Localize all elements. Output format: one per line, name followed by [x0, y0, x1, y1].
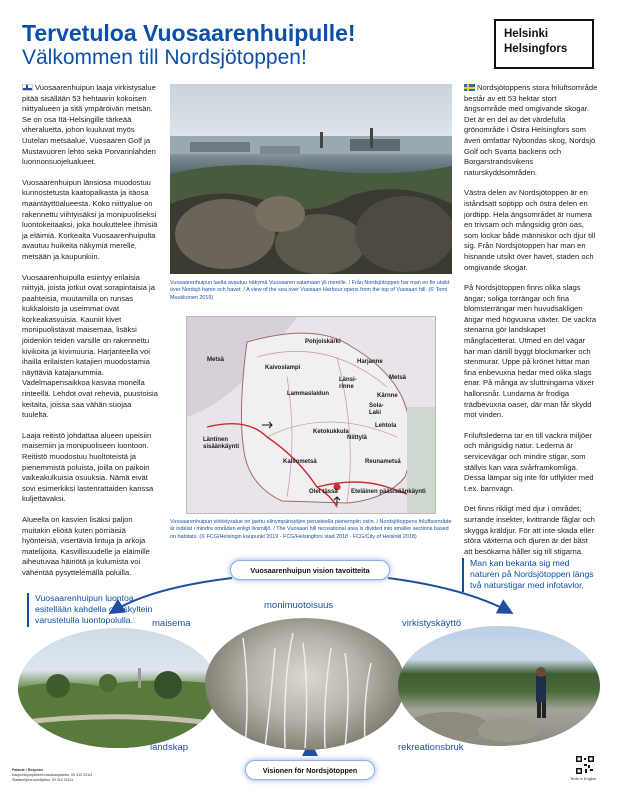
map-illustration [187, 317, 436, 514]
paragraph: Vuosaarenhuipun laaja virkistysalue pitää sisällään 53 hehtaarin kokoisen niittyalueen ja sitä ympäröivän metsän. Se on osa Itä-Helsingille tärkeää viheraluetta, johon kuuluvat myös Uutelan metsäalue, Vuosaaren Golf ja Mustavuoren lehto sekä Porvarinlahden luonnonsuojelualueet. [22, 83, 156, 167]
paragraph: Vuosaarenhuipulla esiintyy erilaisia niittyjä, joista jotkut ovat sorapintaisia ja paahteisia, muutamilla on runsas kukkaloisto ja useimmat ovat korkeakasvuisia. Kauniit kivet monipuolistavat maisemaa, lisäksi joidenkin teiden varsille on rakennettu kivikoita ja kivimuuria. Harjanteella voi ihailla erilaisten katajien muodostamia näyttäviä katajanummia. Vadelmapensaikkoa kasvaa monella rinteellä. Lehdot ovat reheviä, puustoisia keitaita, joissa saa vähän suojaa tuulelta. [22, 272, 158, 420]
logo-line-2: Helsingfors [504, 43, 568, 55]
feedback-footer [12, 768, 132, 783]
swedish-text-column [464, 83, 598, 567]
recreation-photo [398, 626, 600, 746]
paragraph: Alueella on kasvien lisäksi paljon muitakin eliöitä kuten pörriäisiä hyönteisiä, visertäviä lintuja ja arkoja matelijoita. Kasvillisuudelle ja eläimille aiheutuvaa häiriötä ja kulumista voi vähentää pysyttelemällä poluilla. [22, 514, 150, 577]
landscape-photo [18, 628, 218, 748]
footer-line-1: Palaute / Respons [12, 768, 43, 772]
vision-title-sv: Visionen för Nordsjötoppen [245, 760, 375, 780]
swedish-flag-icon [464, 84, 475, 91]
qr-code-icon[interactable] [576, 756, 594, 774]
map-label-lansirinne: Länsi-rinne [339, 377, 357, 390]
diversity-photo [205, 618, 405, 750]
map-label-lehtola: Lehtola [375, 423, 397, 429]
harbour-view-photo [170, 84, 452, 274]
label-rekreationsbruk: rekreationsbruk [398, 742, 464, 753]
map-label-kaivoslampi: Kaivoslampi [265, 365, 301, 371]
map-label-kalliometsa: Kalliometsä [283, 459, 317, 465]
map-label-niittyla: Niittylä [347, 435, 368, 441]
paragraph: Laaja reitistö johdattaa alueen upeisiin maisemiin ja monipuoliseen luontoon. Reitistö muodostuu huoltoteistä ja pienemmistä poluista, joilla on paikoin vaikeakulkuisia osuuksia. Nämä eivät sovi esimerkiksi lastenrattaiden kanssa kuljettavaksi. [22, 430, 154, 504]
map-label-metsa-nw: Metsä [207, 357, 225, 363]
helsinki-logo [494, 19, 594, 69]
paragraph: Vuosaarenhuipun länsiosa muodostuu kunnostetusta kaatopaikasta ja itäosa maantäyttöalueesta. Koko niittyalue on rakennettu viihtyisäksi ja monipuoliseksi luontokeitaaksi, joka houkuttelee ihmisiä ja eläimiä. Korkealta Vuosaarenhuipulta avautuu huikeita näkymiä merelle, metsään ja kaupunkiin. [22, 177, 158, 261]
paragraph: Nordsjötoppens stora friluftsområde består av ett 53 hektar stort ängsområde med omgivande skogar. Det är en del av det värdefulla grönområde i Östra Helsingfors som även omfattar Nybondas skog, Nordsjö Golf och Svarta backens och Borgarstrandsvikens naturskyddsområden. [464, 83, 598, 177]
map-label-harjanne: Harjanne [357, 359, 383, 365]
recreation-illustration [398, 626, 600, 746]
landscape-illustration [18, 628, 218, 748]
vision-title-fi: Vuosaarenhuipun vision tavoitteita [230, 560, 390, 580]
label-monimuotoisuus: monimuotoisuus [264, 600, 334, 611]
paragraph: Det finns rikligt med djur i området; surrande insekter, kvittrande fåglar och skygga kräldjur. För att inte skada eller störa växterna och djuren är det bäst att besökarna håller sig till stigarna. [464, 504, 595, 556]
harbour-view-illustration [170, 84, 452, 274]
page-title: Tervetuloa Vuosaarenhuipulle! [22, 20, 356, 46]
footer-line-3: Stadsmiljöns kundtjänst, 09 310 22111 [12, 778, 74, 782]
map-label-solalaki: Sola-Laki [369, 403, 384, 416]
map-label-olet-tassa: Olet tässä [309, 489, 338, 495]
map-caption: Vuosaarenhuipun virkistysalue on jaettu elinympäristöjen perusteella pienempiin osiin. / Nordsjötoppens friluftsområde är indelat i mindre områden enligt livsmiljö. / The Vuosaari hill recreational area is divided into smaller sections based on habitats. (© FCG/Helsingin kaupunki 2019 - FCG/Helsingfors stad 2018 - FCG/City of Helsinki 2018) [170, 519, 452, 540]
finnish-text-column [22, 83, 158, 589]
map-label-reunametsa: Reunametsä [365, 459, 401, 465]
map-label-metsa-ne: Metsä [389, 375, 407, 381]
nature-trail-note-sv: Man kan bekanta sig med naturen på Nordsjötoppen längs två naturstigar med infotavlor. [462, 558, 600, 592]
map-label-pohjoiskarki: Pohjoiskärki [305, 339, 341, 345]
paragraph: Friluftslederna tar en till vackra miljöer och mångsidig natur. Lederna är servicevägar och mindre stigar, som ställvis kan vara svårframkomliga. Dessa lämpar sig inte för utflykter med t.ex. barnvagn. [464, 430, 594, 493]
paragraph: På Nordsjötoppen finns olika slags ängar; soliga torrängar och fina blomsterrängar men huvudsakligen ängar med högvuxna växter. De vackra stenarna gör landskapet mångfacetterat. Utmed en del vägar har man därtill byggt blockmarker och stenmurar. Uppe på krönet hittar man fina enbevuxna hedar med olika slags enar. På många av sluttningarna växer hallonsnår. Lundarna är frodiga trädbevuxna oaser, där man får skydd mot vinden. [464, 283, 597, 420]
map-label-lantinen-sisaankaynti: Läntinen sisäänkäynti [203, 437, 240, 450]
map-label-etelainen-paasisaankaynti: Eteläinen pääsisäänkäynti [351, 489, 426, 495]
map-label-lammaslaidun: Lammaslaidun [287, 391, 330, 397]
logo-line-1: Helsinki [504, 28, 549, 40]
paragraph: Västra delen av Nordsjötoppen är en iståndsatt soptipp och östra delen en jordtipp. Hela ängsområdet är numera en trivsam och mångsidig grön oas, som lockar både människor och djur till sig. Från Nordsjötoppen har man en hisnande utsikt över havet, staden och omgivande skogar. [464, 188, 596, 272]
photo-caption: Vuosaarenhuipun laelta avautuu näkymä Vuosaaren satamaan yli merelle. / Från Nordsjötoppen har man en fin utsikt över Nordsjö hamn och havet. / A view of the sea over Vuosaari Harbour opens from the top of Vuosaari hill. (© Tomi Muukkonen 2019) [170, 280, 450, 301]
nature-trail-note-fi: Vuosaarenhuipun luontoa esitellään kahdella opaskyltein varustetulla luontopolulla. [27, 593, 165, 627]
dry-grass-illustration [205, 618, 405, 750]
label-landskap: landskap [150, 742, 189, 753]
finnish-flag-icon [22, 84, 33, 91]
footer-line-2: Kaupunkiympäristön asiakaspalvelu, 09 310 22111 [12, 773, 93, 777]
map-label-ketokukkula: Ketokukkula [313, 429, 349, 435]
label-maisema: maisema [152, 618, 191, 629]
qr-code-label: Texts in English [570, 777, 597, 781]
page-subtitle: Välkommen till Nordsjötoppen! [22, 46, 307, 69]
map-label-karnne: Kärnne [377, 393, 398, 399]
label-virkistyskaytto: virkistyskäyttö [402, 618, 462, 629]
area-map [186, 316, 436, 514]
